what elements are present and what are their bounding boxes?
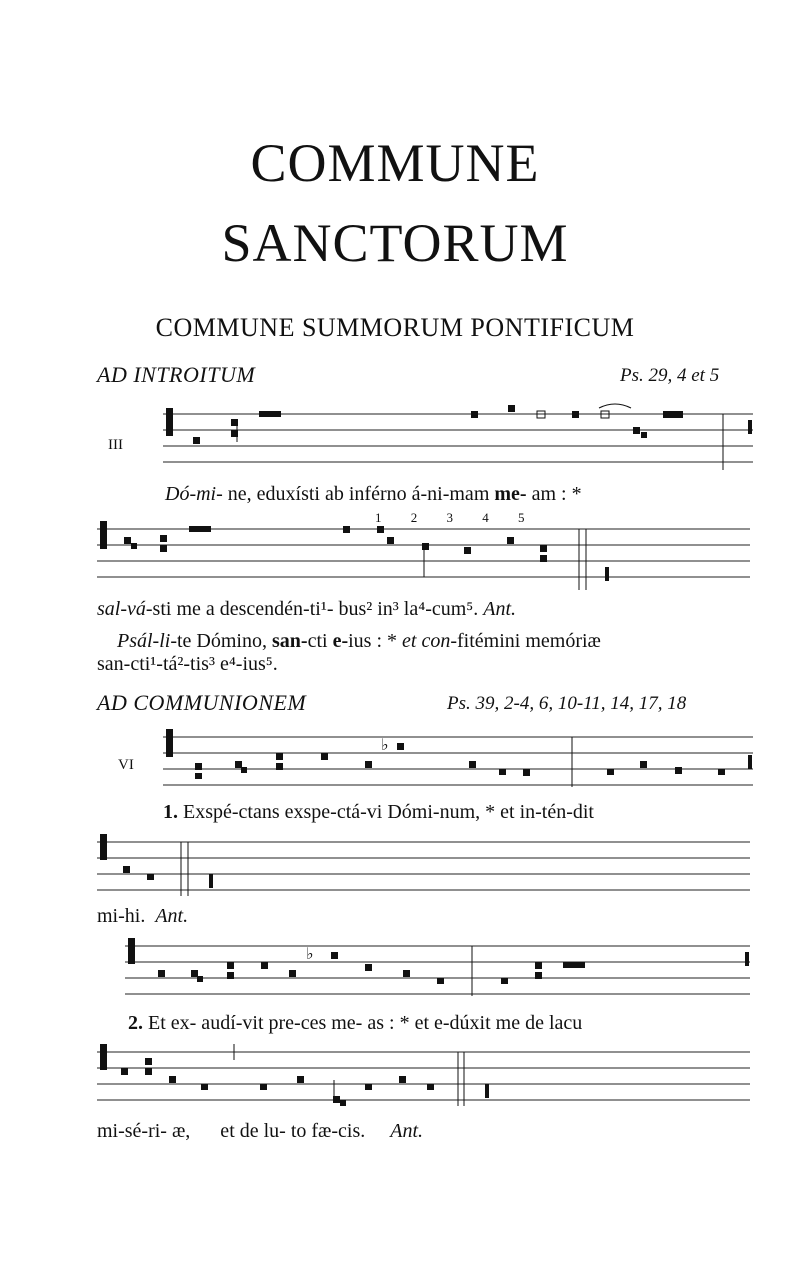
verse-text: mi-hi. <box>97 905 146 927</box>
lyric-text: am : * <box>526 483 582 505</box>
verse-number: 2. <box>128 1012 143 1034</box>
svg-text:♭: ♭ <box>381 735 389 754</box>
verse-text: Et ex- audí-vit pre-ces me- as : * et e-dúxit me de lacu <box>143 1012 583 1034</box>
lyric-text: á-ni-mam <box>411 483 495 505</box>
introitus-lyric-1 <box>165 483 582 506</box>
psalm-text: cti <box>307 630 333 652</box>
introitus-heading: AD INTROITUM <box>97 362 256 387</box>
verse-text: Exspé-ctans exspe-ctá-vi Dómi-num, * et in-tén-dit <box>178 801 594 823</box>
introitus-staff-2 <box>97 515 750 590</box>
introitus-mode: III <box>108 437 123 453</box>
lyric-syl-sal: sal- <box>97 598 127 620</box>
communio-staff-3 <box>125 934 750 1004</box>
svg-text:♭: ♭ <box>306 944 314 963</box>
communio-verse1-end <box>97 905 188 928</box>
lyric-syl-va: vá- <box>127 598 153 620</box>
communio-reference: Ps. 39, 2-4, 6, 10-11, 14, 17, 18 <box>447 693 687 714</box>
antiphon-marker: Ant. <box>155 905 189 927</box>
psalm-syl: Psál- <box>117 630 160 652</box>
introitus-lyric-2 <box>97 598 516 621</box>
antiphon-marker: Ant. <box>390 1120 424 1142</box>
communio-mode: VI <box>118 757 134 773</box>
communio-verse1 <box>163 801 594 824</box>
lyric-text: sti me a descendén-ti¹- bus² in³ la⁴-cum⁵. <box>152 598 484 620</box>
lyric-text: ne, eduxísti ab inférno <box>222 483 412 505</box>
introitus-staff-1 <box>163 400 753 475</box>
page-title-line1: COMMUNE <box>250 133 540 193</box>
communio-verse2 <box>128 1012 582 1035</box>
verse-text: mi-sé-ri- æ, et de lu- to fæ-cis. <box>97 1120 366 1142</box>
introitus-psalm-line2: san-cti¹-tá²-tis³ e⁴-ius⁵. <box>97 653 278 675</box>
psalm-text: ius : * <box>348 630 403 652</box>
introitus-reference: Ps. 29, 4 et 5 <box>620 365 720 386</box>
psalm-bold: san- <box>272 630 308 652</box>
communio-verse2-end <box>97 1120 423 1143</box>
psalm-italic: et con- <box>402 630 458 652</box>
psalm-text: fitémini memóriæ <box>457 630 601 652</box>
communio-staff-1 <box>163 725 753 795</box>
lyric-syl-do: Dó- <box>165 483 197 505</box>
psalm-syl: li- <box>159 630 177 652</box>
section-title: COMMUNE SUMMORUM PONTIFICUM <box>155 313 635 342</box>
lyric-bold: me- <box>494 483 527 505</box>
verse-number: 1. <box>163 801 178 823</box>
communio-staff-2 <box>97 830 750 900</box>
antiphon-marker: Ant. <box>483 598 517 620</box>
introitus-psalm-line1 <box>117 630 601 653</box>
psalm-text: te Dómino, <box>177 630 272 652</box>
psalm-bold: e- <box>332 630 349 652</box>
page-title-line2: SANCTORUM <box>221 213 569 273</box>
communio-heading: AD COMMUNIONEM <box>97 690 307 715</box>
lyric-syl-mi: mi- <box>196 483 223 505</box>
communio-staff-4 <box>97 1040 750 1115</box>
termination-numbers: 1 2 3 4 5 <box>375 510 525 525</box>
